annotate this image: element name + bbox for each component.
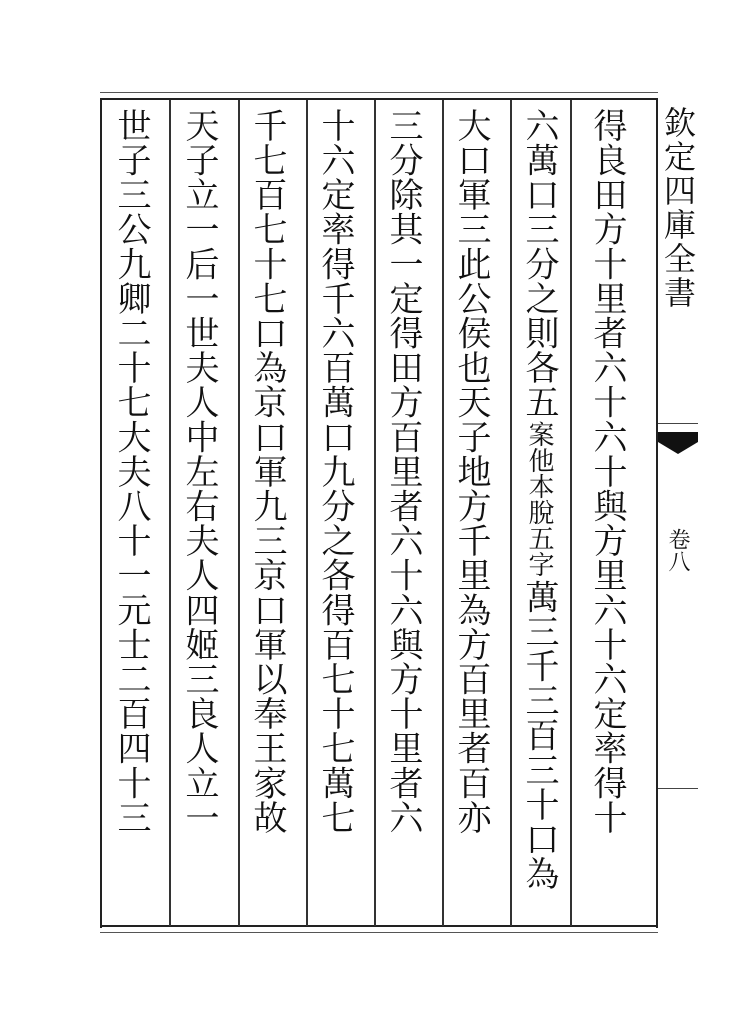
column-text: 十六定率得千六百萬口九分之各得百七十七萬七 [315, 108, 355, 835]
column-separator [510, 100, 512, 926]
note-line: 案他本 [524, 421, 554, 500]
text-column-5 [315, 108, 355, 920]
left-frame-line [100, 98, 102, 928]
column-text: 世子三公九卿二十七大夫八十一元士二百四十三 [111, 108, 151, 835]
margin-divider [658, 788, 698, 789]
text-column-4 [383, 108, 423, 920]
column-text-after-note: 萬三千三百三十口為 [519, 579, 559, 891]
column-separator [374, 100, 376, 926]
bottom-border-rule-thick [100, 925, 658, 927]
note-line: 脫五字 [524, 499, 554, 578]
margin-header [658, 98, 698, 928]
text-column-6 [247, 108, 287, 920]
column-separator [169, 100, 171, 926]
column-text: 天子立一后一世夫人中左右夫人四姬三良人立一 [179, 108, 219, 835]
text-column-3 [451, 108, 491, 920]
editorial-note [526, 421, 552, 577]
book-title: 欽定四庫全書 [659, 106, 697, 310]
text-column-7 [179, 108, 219, 920]
volume-label: 卷八 [665, 528, 690, 572]
text-column-2 [519, 108, 559, 920]
column-separator [570, 100, 572, 926]
top-border-rule [100, 92, 658, 93]
bottom-border-rule [100, 932, 658, 933]
column-text-before-note: 六萬口三分之則各五 [519, 108, 559, 420]
text-column-1 [587, 108, 627, 920]
column-separator [238, 100, 240, 926]
column-separator [442, 100, 444, 926]
column-text: 大口軍三此公侯也天子地方千里為方百里者百亦 [451, 108, 491, 835]
column-text: 千七百七十七口為京口軍九三京口軍以奉王家故 [247, 108, 287, 835]
column-text: 得良田方十里者六十六十與方里六十六定率得十 [587, 108, 627, 835]
text-column-8 [111, 108, 151, 920]
column-separator [306, 100, 308, 926]
fishtail-mark-icon [658, 428, 698, 468]
column-text: 三分除其一定得田方百里者六十六與方十里者六 [383, 108, 423, 835]
top-border-rule-thick [100, 98, 658, 100]
margin-divider [658, 423, 698, 424]
